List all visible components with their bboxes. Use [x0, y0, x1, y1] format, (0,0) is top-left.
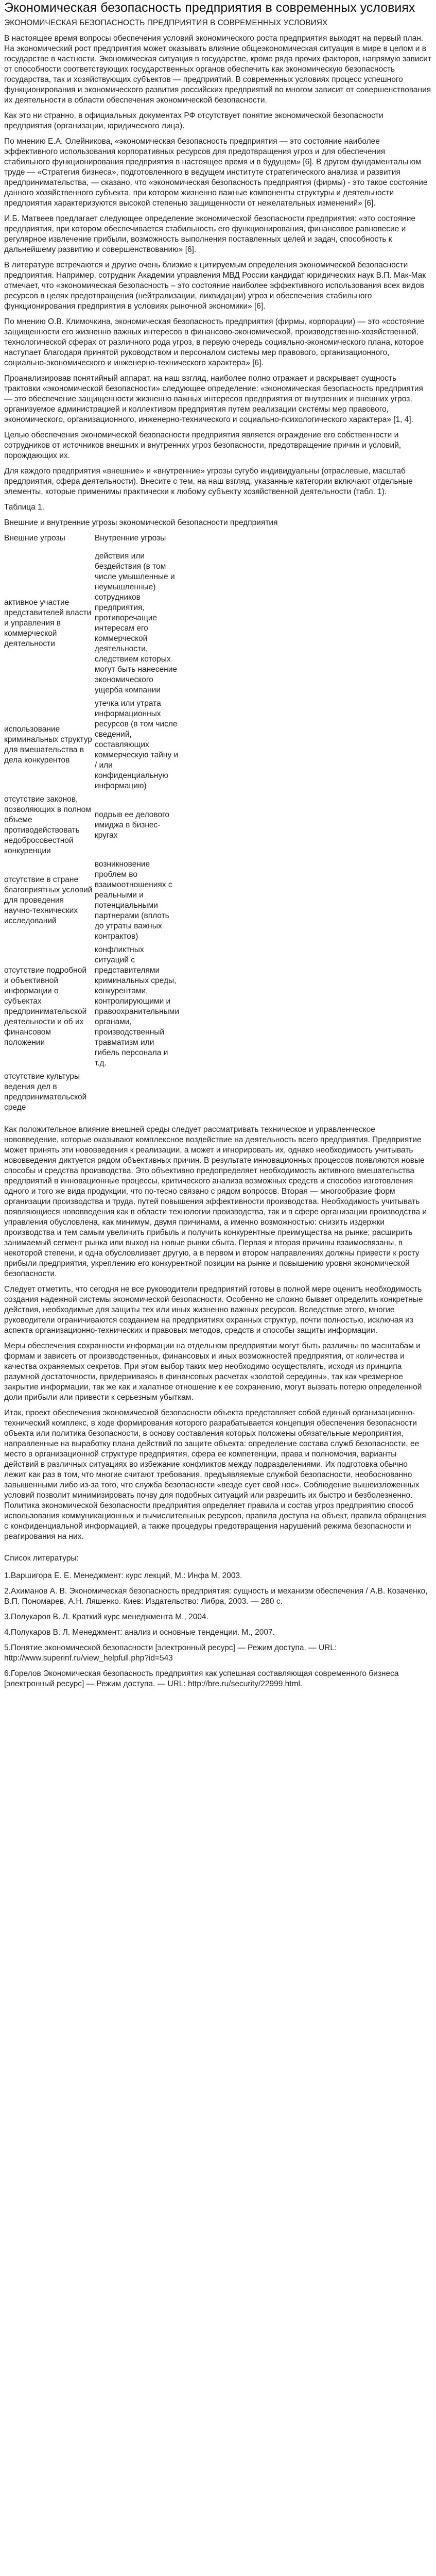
- paragraph: Итак, проект обеспечения экономической безопасности объекта представляет собой единый организационно-технический комплекс, в ходе формирования которого разрабатывается концепция обеспечения безопасности объекта или политика безопасности, в основу составления которых положены обязательные мероприятия, направленные на выработку плана действий по защите объекта: определение состава служб безопасности, ее место в организационной структуре предприятия, сфера ее компетенции, права и полномочия, варианты действий в различных ситуациях во избежание конфликтов между подразделениями. Их подготовка обычно лежит как раз в том, что многие считают требования, предъявляемые службой безопасности, необоснованно завышенными либо из-за того, что служба безопасности «везде сует свой нос». Соблюдение вышеизложенных условий позволит минимизировать почву для подобных ситуаций или разрешить их быстро и безболезненно. Политика экономической безопасности предприятия определяет правила и состав угроз предприятию способ использования коммуникационных и вычислительных ресурсов, правила доступа на объект, правила обращения с конфиденциальной информацией, а также процедуры предотвращения нарушений режима безопасности и реагирования на них.: [4, 1409, 426, 1541]
- table-row: [4, 858, 179, 943]
- table-row: [4, 1070, 179, 1114]
- internal-threat-cell: подрыв ее делового имиджа в бизнес-кругах: [94, 810, 170, 840]
- paragraph: По мнению Е.А. Олейникова, «экономическая безопасность предприятия — это состояние наиболее эффективного использования корпоративных ресурсов для предотвращения угроз и для обеспечения стабильного функционирования предприятия в настоящее время и в будущем» [6]. В другом фундаментальном труде — «Стратегия бизнеса», подготовленного в ведущем институте стратегического анализа и развития предпринимательства, — сказано, что «экономическая безопасность предприятия (фирмы) - это такое состояние данного хозяйственного субъекта, при котором жизненно важные компоненты структуры и деятельности предприятия характеризуются высокой степенью защищенности от нежелательных изменений» [6].: [4, 137, 428, 208]
- internal-threat-cell: конфликтных ситуаций с представителями криминальных среды, конкурентами, контролирующими и правоохранительными органами, производственный травматизм или гибель персонала и т.д.: [94, 945, 179, 1067]
- table-number: Таблица 1.: [4, 503, 45, 512]
- external-threat-cell: использование криминальных структур для вмешательства в дела конкурентов: [4, 725, 92, 765]
- internal-threat-cell: [95, 1070, 179, 1114]
- table-row: [4, 550, 179, 697]
- external-threat-cell: отсутствие культуры ведения дел в предпринимательской среде: [4, 1072, 87, 1112]
- paragraph: Проанализировав понятийный аппарат, на наш взгляд, наиболее полно отражает и раскрывает сущность трактовки «экономической безопасности» следующее определение: «экономическая безопасность предприятия — это обеспечение защищенности жизненно важных интересов предприятия от внутренних и внешних угроз, организуемое администрацией и коллективом предприятия путем реализации системы мер правового, экономического, организационного, инженерно-технического и социально-психологического характера» [1, 4].: [4, 374, 423, 424]
- paragraph: Как это ни странно, в официальных документах РФ отсутствует понятие экономической безопасности предприятия (организации, юридического лица).: [4, 111, 383, 130]
- paragraph: И.Б. Матвеев предлагает следующее определение экономической безопасности предприятия: «это состояние предприятия, при котором обеспечивается стабильность его функционирования, финансовое равновесие и регулярное извлечение прибыли, возможность выполнения поставленных целей и задач, способность к дальнейшему развитию и совершенствованию» [6].: [4, 214, 416, 254]
- external-threat-cell: отсутствие подробной и объективной информации о субъектах предпринимательской деятельности и об их финансовом положении: [4, 966, 87, 1047]
- reference-item: 2.Ахиманов А. В. Экономическая безопасность предприятия: сущность и механизм обеспечения / А.В. Козаченко, В.П. Пономарев, А.Н. Ляшенко. Киев: Издательство: Либра, 2003. — 280 с.: [4, 1587, 428, 1606]
- paragraph: Меры обеспечения сохранности информации на отдельном предприятии могут быть различны по масштабам и формам и зависеть от производственных, финансовых и иных возможностей предприятия, от количества и качества охраняемых секретов. При этом выбор таких мер необходимо осуществлять, исходя из принципа разумной достаточности, придерживаясь в финансовых расчетах «золотой середины», так как чрезмерное закрытие информации, так же как и халатное отношение к ее сохранению, могут вызвать потерю определенной доли прибыли или привести к серьезным убыткам.: [4, 1342, 422, 1402]
- internal-threat-cell: возникновение проблем во взаимоотношениях с реальными и потенциальными партнерами (вплоть до утраты важных контрактов): [94, 860, 172, 941]
- paragraph: Целью обеспечения экономической безопасности предприятия является ограждение его собственности и сотрудников от источников внешних и внутренних угроз безопасности, предотвращение причин и условий, порождающих их.: [4, 431, 402, 460]
- reference-item: 5.Понятие экономической безопасности [электронный ресурс] — Режим доступа. — URL: http://www.superinf.ru/view_helpfull.php?id=543: [4, 1643, 337, 1663]
- article-subtitle: ЭКОНОМИЧЕСКАЯ БЕЗОПАСНОСТЬ ПРЕДПРИЯТИЯ В СОВРЕМЕННЫХ УСЛОВИЯХ: [4, 19, 328, 27]
- table-row: [4, 943, 179, 1070]
- internal-threat-cell: утечка или утрата информационных ресурсов (в том числе сведений, составляющих коммерческую тайну и / или конфиденциальную информацию): [94, 699, 179, 790]
- table-header-row: [4, 533, 179, 550]
- reference-item: 3.Полукаров В. Л. Краткий курс менеджмента М., 2004.: [4, 1613, 208, 1621]
- reference-item: 4.Полукаров В. Л. Менеджмент: анализ и основные тенденции. М., 2007.: [4, 1628, 275, 1637]
- reference-item: 1.Варшигора Е. Е. Менеджмент: курс лекций, М.: Инфа М, 2003.: [4, 1571, 242, 1580]
- header-internal: Внутренние угрозы: [94, 534, 166, 543]
- body-before-table: [4, 33, 432, 513]
- external-threat-cell: активное участие представителей власти и управления в коммерческой деятельности: [4, 598, 92, 648]
- paragraph: Как положительное влияние внешней среды следует рассматривать техническое и управленческое нововведение, которые оказывают комплексное воздействие на деятельность всего предприятия. Предприятие может принять эти нововведения к реализации, а может и игнорировать их, однако необходимость учитывать нововведения диктуется рядом объективных причин. В результате инновационных процессов появляются новые способы и средства производства. Это объективно предопределяет необходимость активного вмешательства предприятий в инновационные процессы, критического анализа возможных средств и способов изготовления одного и того же вида продукции, что по-тесно связано с рядом вопросов. Вторая — многообразие форм организации производства и труда, путей повышения эффективности производства. Необходимость учитывать появляющиеся нововведения как в области технологии производства, так и в сфере организации производства и управления обусловлена, как минимум, двумя причинами, а именно возможностью: снизить издержки производства и тем самым увеличить прибыль и получить конкурентные преимущества на рынке; расширить занимаемый сегмент рынка или выход на новые рынки сбыта. Первая и вторая причины взаимосвязаны, в некоторой степени, и одна обусловливает другую, а в первом и втором направлениях должны привести к росту прибыли предприятия, укреплению его конкурентной позиции на рынке и повышению уровня экономической безопасности.: [4, 1125, 427, 1278]
- paragraph: В настоящее время вопросы обеспечения условий экономического роста предприятия выходят на первый план. На экономический рост предприятия может оказывать влияние общеэкономическая ситуация в мире в целом и в государстве в частности. Экономическая ситуация в государстве, кроме ряда прочих факторов, напрямую зависит от способности соответствующих государственных органов обеспечить как экономическую безопасность государства, так и хозяйствующих субъектов — предприятий. В современных условиях процесс успешного функционирования и экономического развития российских предприятий во многом зависит от совершенствования их деятельности в области обеспечения экономической безопасности.: [4, 34, 432, 105]
- body-after-table: [4, 1125, 432, 1542]
- references-list: [4, 1571, 432, 1689]
- internal-threat-cell: действия или бездействия (в том числе умышленные и неумышленные) сотрудников предприятия, противоречащие интересам его коммерческой деятельности, следствием которых могут быть нанесение экономического ущерба компании: [94, 552, 178, 694]
- paragraph: В литературе встречаются и другие очень близкие к цитируемым определения экономической безопасности предприятия. Например, сотрудник Академии управления МВД России кандидат юридических наук В.П. Мак-Мак отмечает, что «экономическая безопасность – это состояние наиболее эффективного использования всех видов ресурсов в целях предотвращения (нейтрализации, ликвидации) угроз и обеспечения стабильного функционирования предприятия в условиях рыночной экономики» [6].: [4, 261, 426, 311]
- header-external: Внешние угрозы: [4, 534, 65, 543]
- article-title: Экономическая безопасность предприятия в современных условиях: [4, 1, 415, 15]
- external-threat-cell: отсутствие законов, позволяющих в полном объеме противодействовать недобросовестной конкуренции: [4, 795, 91, 855]
- paragraph: Для каждого предприятия «внешние» и «внутренние» угрозы сугубо индивидуальны (отраслевые, масштаб предприятия, сфера деятельности). Внесите с тем, на наш взгляд, указанные категории включают отдельные элементы, которые применимы практически к любому субъекту хозяйственной деятельности (табл. 1).: [4, 467, 413, 496]
- external-threat-cell: отсутствие в стране благоприятных условий для проведения научно-технических исследований: [4, 875, 93, 925]
- paragraph: По мнению О.В. Климочкина, экономическая безопасность предприятия (фирмы, корпорации) — это «состояние защищенности его жизненно важных интересов в финансово-экономической, производственно-хозяйственной, технологической сферах от различного рода угроз, в первую очередь социально-экономического плана, которое наступает благодаря принятой руководством и персоналом системы мер правового, организационного, социально-экономического и инженерно-технического характера» [6].: [4, 317, 425, 367]
- table-row: [4, 793, 179, 858]
- paragraph: Следует отметить, что сегодня не все руководители предприятий готовы в полной мере оценить необходимость создания надежной системы экономической безопасности. Особенно не сложно бывает определить конкретные действия, необходимые для защиты тех или иных жизненно важных ресурсов. Вследствие этого, многие руководители ограничиваются созданием на предприятиях охранных структур, почти полностью, исключая из аспекта организационно-технических и правовых методов, средств и способы защиты информации.: [4, 1285, 423, 1335]
- references-title: Список литературы:: [4, 1554, 79, 1563]
- reference-item: 6.Горелов Экономическая безопасность предприятия как успешная составляющая современного бизнеса [электронный ресурс] — Режим доступа. — URL: http://bre.ru/security/22999.html.: [4, 1669, 399, 1688]
- threats-table: [4, 533, 179, 1114]
- table-row: [4, 697, 179, 793]
- table-caption: Внешние и внутренние угрозы экономической безопасности предприятия: [4, 518, 278, 527]
